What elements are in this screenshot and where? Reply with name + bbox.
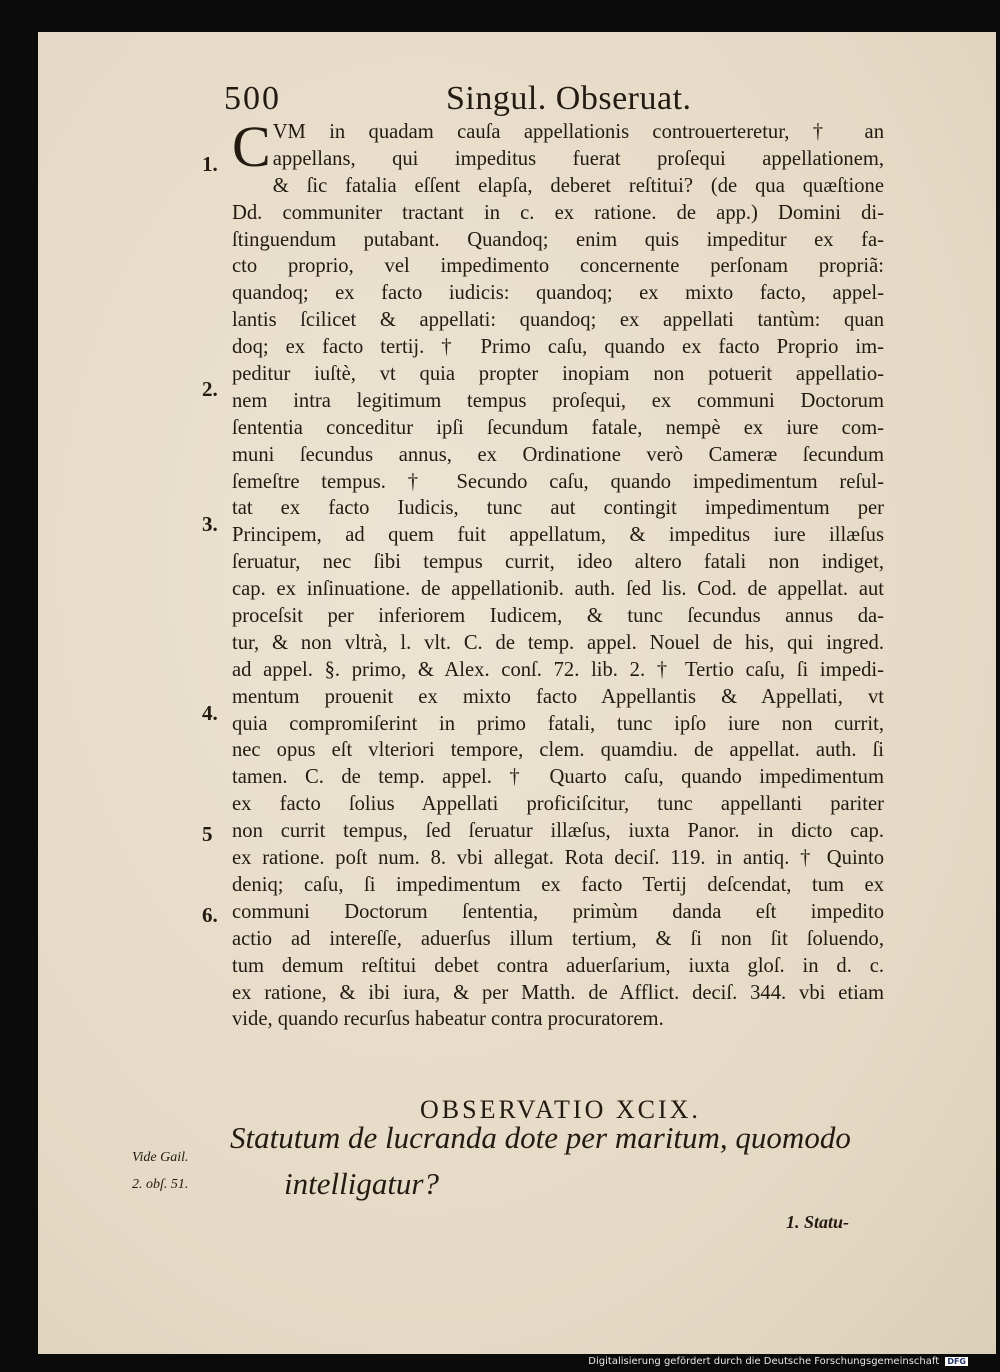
text-line: tat ex facto Iudicis, tunc aut contingit impedimentum per — [232, 497, 884, 520]
summary-line: Statutum de lucranda dote per maritum, quomodo — [230, 1120, 851, 1155]
main-text — [202, 114, 884, 1033]
margin-number: 5 — [202, 822, 213, 846]
digitization-credit — [588, 1356, 968, 1367]
text-line: Principem, ad quem fuit appellatum, & impeditus iure illæſus — [232, 524, 884, 547]
summary-line: intelligatur? — [284, 1166, 439, 1201]
text-line: deniq; caſu, ſi impedimentum ex facto Tertij deſcendat, tum ex — [232, 873, 884, 896]
text-line: ex facto ſolius Appellati proficiſcitur, tunc appellanti pariter — [232, 793, 884, 816]
text-line: doq; ex facto tertij. † Primo caſu, quando ex facto Proprio im- — [232, 336, 884, 359]
text-line: proceſsit per inferiorem Iudicem, & tunc ſecundus annus da- — [232, 605, 884, 628]
book-page — [38, 32, 996, 1354]
page-number: 500 — [224, 80, 281, 117]
text-line: ex ratione. poſt num. 8. vbi allegat. Rota deciſ. 119. in antiq. † Quinto — [232, 847, 884, 870]
text-line: ex ratione, & ibi iura, & per Matth. de Afflict. deciſ. 344. vbi etiam — [232, 981, 884, 1004]
catchword: 1. Statu- — [786, 1212, 850, 1232]
drop-cap: C — [232, 114, 271, 179]
text-line: ad appel. §. primo, & Alex. conſ. 72. lib. 2. † Tertio caſu, ſi impedi- — [232, 658, 884, 681]
text-line: lantis ſcilicet & appellati: quandoq; ex appellati tantùm: quan — [232, 309, 884, 332]
text-line: vide, quando recurſus habeatur contra procuratorem. — [232, 1008, 664, 1031]
text-line: ſententia conceditur ipſi ſecundum fatale, nempè ex iure com- — [232, 416, 884, 439]
text-line: actio ad intereſſe, aduerſus illum tertium, & ſi non ſit ſoluendo, — [232, 927, 884, 950]
text-line: nem intra legitimum tempus proſequi, ex communi Doctorum — [232, 389, 884, 412]
digitization-note: Digitalisierung gefördert durch die Deutsche Forschungsgemeinschaft — [588, 1356, 940, 1367]
text-line: ſeruatur, nec ſibi tempus currit, ideo altero fatali non indiget, — [232, 551, 884, 574]
text-line: peditur iuſtè, vt quia propter inopiam non potuerit appellatio- — [232, 363, 884, 386]
dfg-logo: DFG — [947, 1357, 966, 1366]
side-note — [132, 1144, 189, 1198]
margin-number: 6. — [202, 903, 218, 927]
text-line: tamen. C. de temp. appel. † Quarto caſu, quando impedimentum — [232, 766, 884, 789]
text-line: tur, & non vltrà, l. vlt. C. de temp. appel. Nouel de his, qui ingred. — [232, 631, 884, 654]
text-line: quia compromiſerint in primo fatali, tunc ipſo iure non currit, — [232, 712, 884, 735]
side-note-line: Vide Gail. — [132, 1150, 189, 1165]
text-line: mentum prouenit ex mixto facto Appellantis & Appellati, vt — [232, 685, 884, 708]
text-line: cap. ex inſinuatione. de appellationib. auth. ſed lis. Cod. de appellat. aut — [232, 578, 884, 601]
text-line: appellans, qui impeditus fuerat proſequi appellationem, — [272, 147, 884, 170]
margin-number: 4. — [202, 701, 218, 725]
text-line: VM in quadam cauſa appellationis controuerteretur, † an — [272, 121, 884, 143]
text-line: communi Doctorum ſententia, primùm danda eſt impedito — [232, 900, 884, 923]
margin-number: 3. — [202, 512, 218, 536]
text-line: quandoq; ex facto iudicis: quandoq; ex mixto facto, appel- — [232, 282, 884, 305]
margin-number: 2. — [202, 377, 218, 401]
margin-number: 1. — [202, 152, 218, 176]
text-line: muni ſecundus annus, ex Ordinatione verò Cameræ ſecundum — [232, 443, 884, 466]
text-line: cto proprio, vel impedimento concernente perſonam propriã: — [232, 255, 884, 278]
observatio-heading: OBSERVATIO XCIX. — [420, 1095, 701, 1124]
text-line: ſtinguendum putabant. Quandoq; enim quis impeditur ex fa- — [232, 228, 884, 251]
text-line: tum demum reſtitui debet contra aduerſarium, iuxta gloſ. in d. c. — [232, 954, 884, 977]
text-line: & ſic fatalia eſſent elapſa, deberet reſtitui? (de qua quæſtione — [272, 174, 884, 197]
text-line: ſemeſtre tempus. † Secundo caſu, quando impedimentum reſul- — [232, 470, 884, 493]
text-line: non currit tempus, ſed ſeruatur illæſus, iuxta Panor. in dicto cap. — [232, 820, 884, 843]
text-line: nec opus eſt vlteriori tempore, clem. quamdiu. de appellat. auth. ſi — [232, 739, 884, 762]
side-note-line: 2. obſ. 51. — [132, 1177, 189, 1192]
text-line: Dd. communiter tractant in c. ex ratione. de app.) Domini di- — [232, 201, 884, 224]
running-head: Singul. Obseruat. — [446, 80, 692, 117]
